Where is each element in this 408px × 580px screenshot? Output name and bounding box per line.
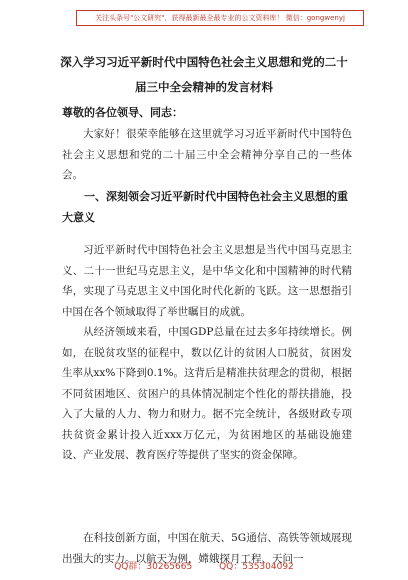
intro-paragraph: 大家好！很荣幸能够在这里就学习习近平新时代中国特色社会主义思想和党的二十届三中全会精神分享自己的一些体会。 (62, 128, 352, 181)
salutation: 尊敬的各位领导、同志： (62, 106, 183, 119)
paragraph-3: 在科技创新方面，中国在航天、5G通信、高铁等领域展现出强大的实力。以航天为例，嫦娥探月工程、天问一 (62, 532, 352, 565)
footer-qq: QQ：535304092 (219, 562, 294, 572)
footer-qq-group: QQ群：30265665 (114, 562, 193, 572)
document-title-line-1: 深入学习习近平新时代中国特色社会主义思想和党的二十 (60, 55, 348, 69)
document-title-line-2: 届三中全会精神的发言材料 (135, 80, 273, 94)
paragraph-1: 习近平新时代中国特色社会主义思想是当代中国马克思主义、二十一世纪马克思主义，是中华文化和中国精神的时代精华，实现了马克思主义中国化时代化新的飞跃。这一思想指引中国在各个领域取得了举世瞩目的成就。 (62, 244, 352, 318)
footer-contacts (0, 561, 408, 573)
header-banner: 关注头条号"公文研究"，获得最新最全最专业的公文资料库！ 微信：gongwenyj (76, 10, 364, 26)
paragraph-2: 从经济领域来看，中国GDP总量在过去多年持续增长。例如，在脱贫攻坚的征程中，数以亿计的贫困人口脱贫，贫困发生率从xx%下降到0.1%。这背后是精准扶贫理念的贯彻，根据不同贫困地区、贫困户的具体情况制定个性化的帮扶措施，投入了大量的人力、物力和财力。据不完全统计，各级财政专项扶贫资金累计投入近xxx万亿元，为贫困地区的基础设施建设、产业发展、教育医疗等提供了坚实的资金保障。 (62, 326, 352, 461)
section-1-heading: 一、深刻领会习近平新时代中国特色社会主义思想的重大意义 (62, 190, 348, 224)
